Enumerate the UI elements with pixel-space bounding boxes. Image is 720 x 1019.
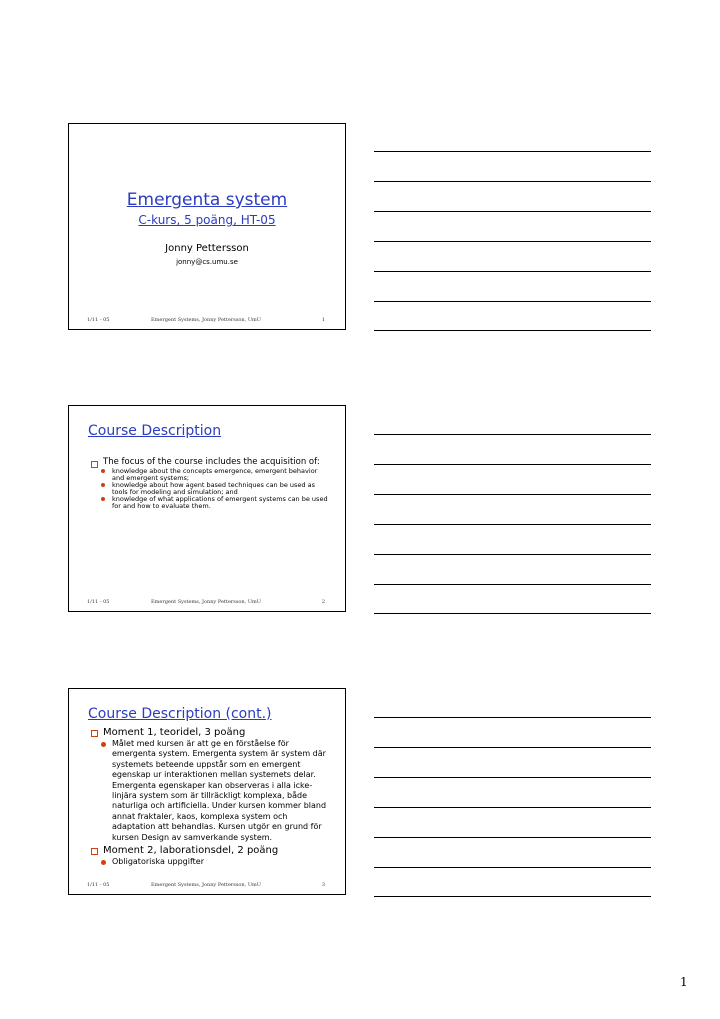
note-line: [374, 330, 651, 331]
round-bullet-icon: [101, 483, 105, 487]
note-line: [374, 434, 651, 435]
sub-bullet-text: Målet med kursen är att ge en förståelse för emergenta system. Emergenta system är system där systemets beteende uppstår som en emergent egenskap ur interaktionen mellan systemets delar. Emergenta egenskaper kan observeras i alla icke-linjära system som är tillräckligt komplexa, både naturliga och artificiella. Under kursen kommer bland annat fraktaler, kaos, komplexa system och adaptation att behandlas. Kursen utgör en grund för kursen Design av samverkande system.: [112, 739, 327, 842]
note-line: [374, 777, 651, 778]
note-line: [374, 613, 651, 614]
square-bullet-icon: [91, 848, 98, 855]
sub-bullet-item: [91, 482, 331, 495]
note-line: [374, 584, 651, 585]
slide-footer: [87, 317, 325, 325]
slide-number: 2: [321, 599, 325, 605]
sub-bullet-item: [91, 857, 331, 867]
note-line: [374, 181, 651, 182]
sub-bullet-text: knowledge of what applications of emergent systems can be used for and how to evaluate them.: [112, 495, 328, 510]
footer-text: Emergent Systems, Jonny Pettersson, UmU: [150, 882, 262, 888]
note-line: [374, 151, 651, 152]
sub-bullet-item: [91, 739, 331, 843]
round-bullet-icon: [101, 497, 105, 501]
sub-bullet-text: Obligatoriska uppgifter: [112, 857, 204, 867]
bullet-text: The focus of the course includes the acquisition of:: [103, 457, 320, 467]
bullet-text: Moment 1, teoridel, 3 poäng: [103, 727, 246, 738]
slide-number: 3: [321, 882, 325, 888]
bullet-text: Moment 2, laborationsdel, 2 poäng: [103, 845, 279, 857]
sub-bullet-text: knowledge about how agent based techniques can be used as tools for modeling and simulation; and: [112, 481, 315, 496]
sub-bullet-item: [91, 468, 331, 481]
slide-title: Course Description: [88, 423, 222, 439]
slide-title: Course Description (cont.): [88, 706, 272, 722]
slide-footer: [87, 599, 325, 607]
note-line: [374, 241, 651, 242]
slide-3: [68, 688, 346, 895]
bullet-item: [91, 845, 331, 856]
round-bullet-icon: [101, 860, 106, 865]
note-line: [374, 301, 651, 302]
page-number: 1: [680, 975, 688, 989]
note-line: [374, 717, 651, 718]
note-line: [374, 837, 651, 838]
note-line: [374, 807, 651, 808]
round-bullet-icon: [101, 742, 106, 747]
note-line: [374, 554, 651, 555]
footer-date: 1/11 - 05: [87, 599, 110, 605]
square-bullet-icon: [91, 461, 98, 468]
footer-text: Emergent Systems, Jonny Pettersson, UmU: [150, 317, 262, 323]
slide-footer: [87, 882, 325, 890]
note-line: [374, 464, 651, 465]
bullet-item: [91, 727, 331, 738]
slide-title: Emergenta system: [126, 190, 288, 210]
footer-date: 1/11 - 05: [87, 317, 110, 323]
sub-bullet-item: [91, 496, 331, 509]
note-line: [374, 896, 651, 897]
note-line: [374, 494, 651, 495]
square-bullet-icon: [91, 730, 98, 737]
round-bullet-icon: [101, 469, 105, 473]
footer-date: 1/11 - 05: [87, 882, 110, 888]
sub-bullet-text: knowledge about the concepts emergence, emergent behavior and emergent systems;: [112, 467, 318, 482]
slide-content: [91, 458, 331, 510]
slide-2: [68, 405, 346, 612]
author-email: jonny@cs.umu.se: [176, 258, 238, 266]
note-line: [374, 867, 651, 868]
note-line: [374, 211, 651, 212]
note-line: [374, 747, 651, 748]
footer-text: Emergent Systems, Jonny Pettersson, UmU: [150, 599, 262, 605]
bullet-item: [91, 458, 331, 467]
slide-subtitle: C-kurs, 5 poäng, HT-05: [138, 213, 276, 227]
slide-content: [91, 727, 331, 867]
author-name: Jonny Pettersson: [165, 243, 249, 254]
note-line: [374, 524, 651, 525]
slide-1: [68, 123, 346, 330]
note-line: [374, 271, 651, 272]
slide-number: 1: [321, 317, 325, 323]
